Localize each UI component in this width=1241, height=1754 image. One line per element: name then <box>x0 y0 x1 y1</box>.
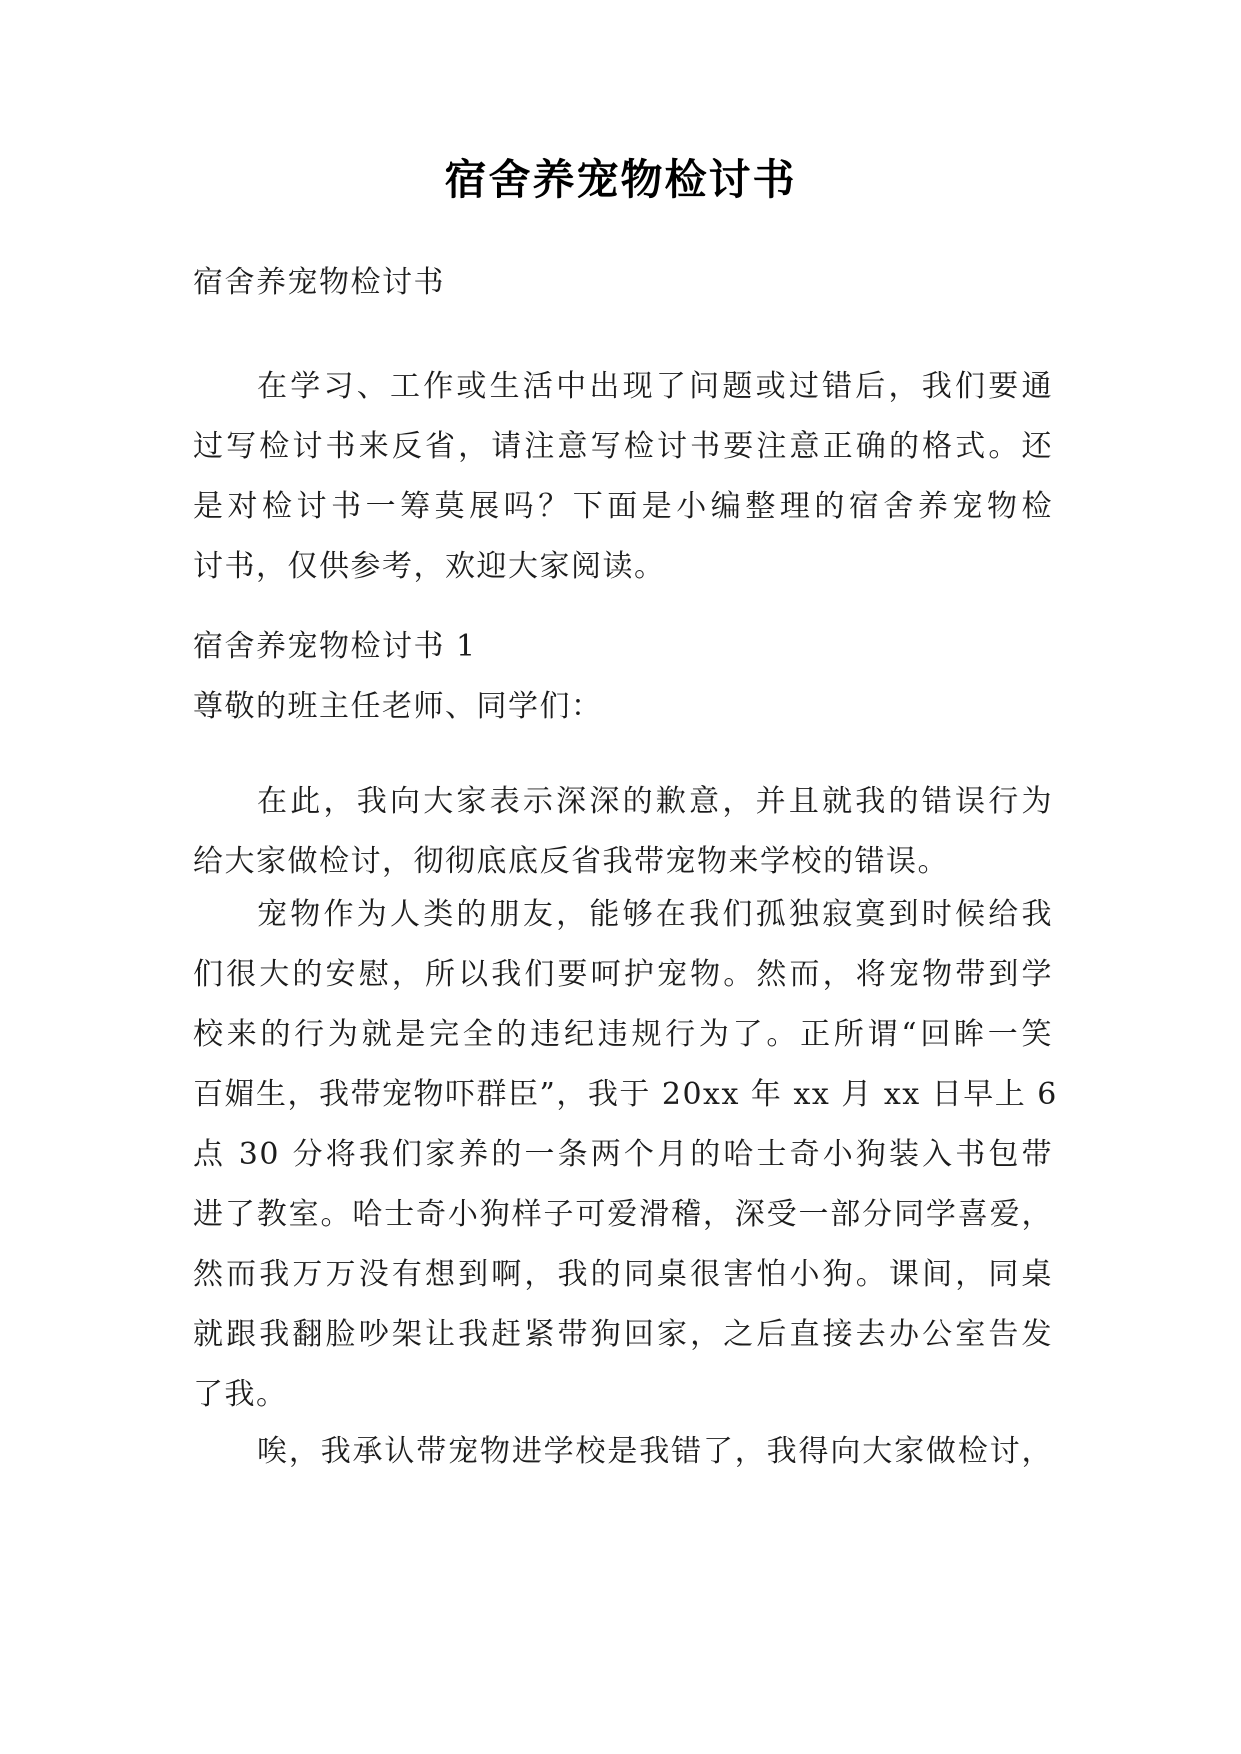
paragraph-line: 们很大的安慰，所以我们要呵护宠物。然而，将宠物带到学 <box>193 957 1053 992</box>
paragraph-line: 百媚生，我带宠物吓群臣”，我于 20xx 年 xx 月 xx 日早上 6 <box>193 1077 1058 1112</box>
body-paragraph-2 <box>193 885 1058 1425</box>
intro-line: 过写检讨书来反省，请注意写检讨书要注意正确的格式。还 <box>193 429 1053 464</box>
document-title: 宿舍养宠物检讨书 <box>444 155 797 204</box>
paragraph-line: 然而我万万没有想到啊，我的同桌很害怕小狗。课间，同桌 <box>193 1257 1053 1292</box>
subtitle-block <box>193 253 1053 313</box>
intro-paragraph <box>193 357 1053 597</box>
paragraph-line: 宠物作为人类的朋友，能够在我们孤独寂寞到时候给我 <box>257 897 1053 932</box>
paragraph-line: 唉，我承认带宠物进学校是我错了，我得向大家做检讨， <box>257 1434 1053 1469</box>
intro-line: 讨书，仅供参考，欢迎大家阅读。 <box>193 549 666 584</box>
paragraph-line: 进了教室。哈士奇小狗样子可爱滑稽，深受一部分同学喜爱， <box>193 1197 1053 1232</box>
paragraph-line: 校来的行为就是完全的违纪违规行为了。正所谓“回眸一笑 <box>193 1017 1053 1052</box>
intro-line: 是对检讨书一筹莫展吗？下面是小编整理的宿舍养宠物检 <box>193 489 1053 524</box>
body-paragraph-3 <box>193 1422 1053 1482</box>
paragraph-line: 给大家做检讨，彻彻底底反省我带宠物来学校的错误。 <box>193 844 949 879</box>
section-heading: 宿舍养宠物检讨书 1 <box>193 629 477 664</box>
body-paragraph-1 <box>193 772 1053 892</box>
letter-header <box>193 617 1053 737</box>
paragraph-line: 点 30 分将我们家养的一条两个月的哈士奇小狗装入书包带 <box>193 1137 1053 1172</box>
paragraph-line: 了我。 <box>193 1377 288 1412</box>
paragraph-line: 就跟我翻脸吵架让我赶紧带狗回家，之后直接去办公室告发 <box>193 1317 1053 1352</box>
document-subtitle: 宿舍养宠物检讨书 <box>193 265 445 300</box>
intro-line: 在学习、工作或生活中出现了问题或过错后，我们要通 <box>257 369 1053 404</box>
salutation: 尊敬的班主任老师、同学们： <box>193 689 603 724</box>
paragraph-line: 在此，我向大家表示深深的歉意，并且就我的错误行为 <box>257 784 1053 819</box>
